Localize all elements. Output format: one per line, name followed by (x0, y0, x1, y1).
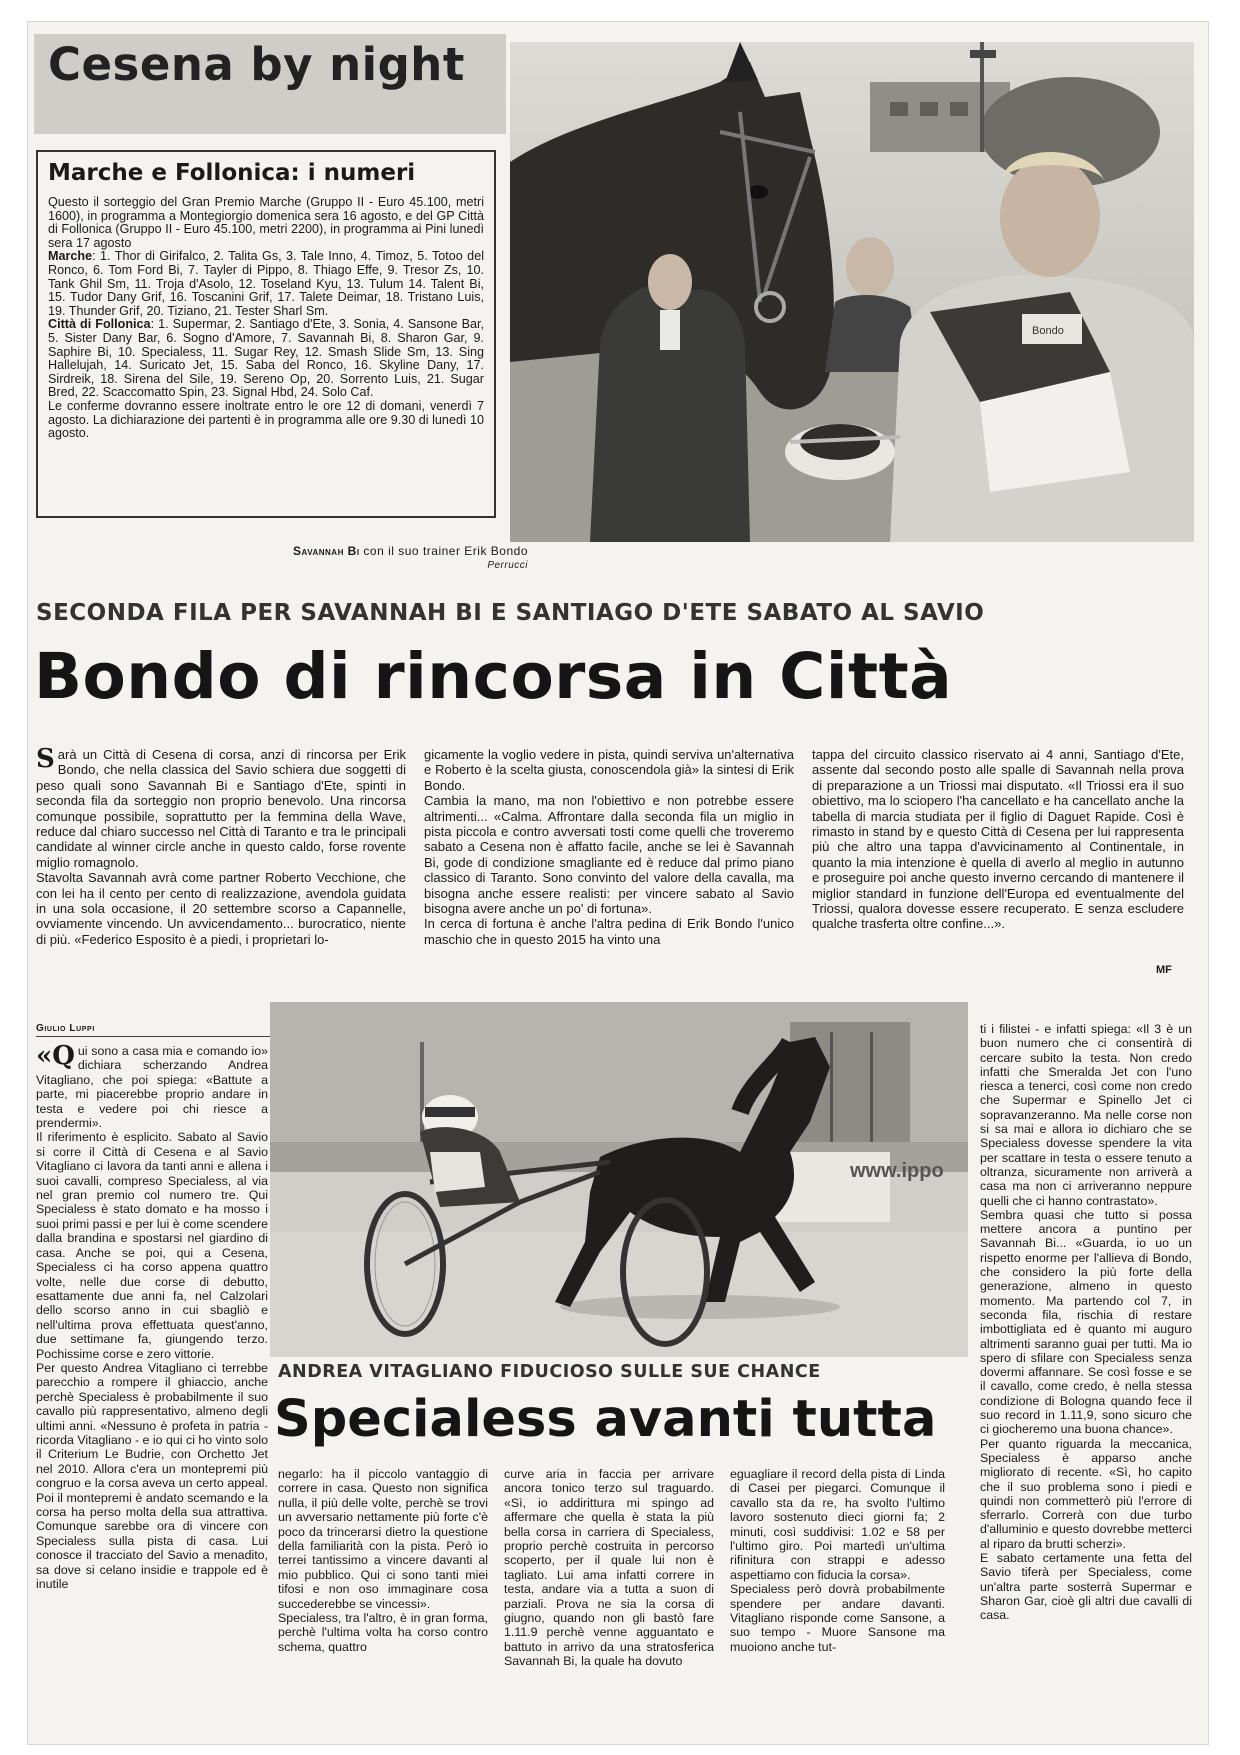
jacket-text: Bondo (1032, 325, 1064, 337)
caption-text: con il suo trainer Erik Bondo (359, 544, 528, 558)
article1-signature: MF (1156, 964, 1172, 976)
article2-left-text-c: Per questo Andrea Vitagliano ci terrebbe parecchio a rompere il ghiaccio, anche perchè Specialess è probabilmente il suo cavallo più rappresentativo, almeno degli ultimi anni. «Nessuno è profeta in patria - ricorda Vitagliano - e io qui ci ho vinto solo il Criterium Le Budrie, con Orchetto Jet nel 2010. Allora c'era un montepremi più congruo e la corsa aveva un certo appeal. Poi il montepremi è andato scemando e la corsa ha perso molta della sua attrattiva. Comunque sarebbe ora di vincere con Specialess sulla pista di casa. Lui conosce il tracciato del Savio a menadito, sa dove si celano insidie e trappole ed è inutile (36, 1360, 268, 1592)
article2-right-text: ti i filistei - e infatti spiega: «Il 3 è un buon numero che ci consentirà di cercare subito la testa. Non credo infatti che Smeralda Jet con l'uno riesca a tenerci, così come non credo che Supermar e Spinello Jet ci sopravanzeranno. Ma nelle corse non si sa mai e allora io dichiaro che se Specialess dovesse spendere la vita per scattare in testa o essere tenuto a oltranza, sicuramente non arriverà a casa ma non ci arriveranno neppure quelli che ci hanno contrastato». (980, 1022, 1192, 1208)
article1-headline: Bondo di rincorsa in Città (34, 640, 953, 713)
article1-column-1 (36, 744, 406, 947)
article2-col4-text: eguagliare il record della pista di Linda di Casei per piegarci. Comunque il cavallo sta da re, ha svolto l'ultimo lavoro sostenuto dieci giorni fa; 2 minuti, così suddivisi: 1.02 e 58 per l'ultimo giro. Poi martedì un'ultima rifinitura con strappi e adesso aspettiamo con fiducia la corsa». (730, 1467, 945, 1582)
article1-col2b-text: Cambia la mano, ma non l'obiettivo e non potrebbe essere altrimenti... «Calma. Affrontare dalla seconda fila un miglio in pista piccola e contro avversati tosti come quelli che troveremo sabato a Cesena non è affatto facile, anche se lei è Savannah Bi, gode di condizione smagliante ed è reduce dal primo piano classico di Taranto. Sono convinto del valore della cavalla, ma bisogna anche essere realisti: per vincere sabato al Savio bisogna avere anche un po' di fortuna». (424, 793, 794, 917)
article2-right-text-d: E sabato certamente una fetta del Savio tiferà per Specialess, come un'altra parte sosterrà Supermar e Sharon Gar, cioè gli altri due cavalli di casa. (980, 1550, 1192, 1623)
marche-label: Marche (48, 249, 93, 264)
article1-col2-text: gicamente la voglio vedere in pista, quindi serviva un'alternativa e Roberto è la scelta giusta, conoscendola già» la sintesi di Erik Bondo. (424, 747, 794, 793)
fence-banner-text: www.ippo (850, 1160, 944, 1182)
article2-left-column (36, 1041, 268, 1592)
photo-savannah-bi-with-trainer (510, 42, 1194, 542)
photo-credit: Perrucci (487, 560, 528, 571)
article2-left-text-b: Il riferimento è esplicito. Sabato al Savio si corre il Città di Cesena e al Savio Vitagliano ci lavora da tanti anni e allena i suoi cavalli, compreso Specialess, al via nel gran premio col numero tre. Qui Specialess è stato domato e ha mosso i suoi primi passi e per lui è come scendere dalla brandina e spostarsi nel giardino di casa. Anche se poi, qui a Cesena, Specialess ci ha corso appena quattro volte, nelle due corse di debutto, esattamente due anni fa, nel Calzolari dello scorso anno in cui sbagliò e nell'ultima prova effettuata quest'anno, due settimane fa, giungendo terzo. Pochissime corse e zero vittorie. (36, 1130, 268, 1361)
article2-col2b-text: Specialess, tra l'altro, è in gran forma, perchè l'ultima volta ha corso contro schema, quattro (278, 1611, 488, 1654)
newspaper-page (28, 22, 1208, 1744)
caption-horse-name: Savannah Bi (293, 544, 360, 558)
article2-right-column (980, 1022, 1192, 1622)
follonica-list: : 1. Supermar, 2. Santiago d'Ete, 3. Sonia, 4. Sansone Bar, 5. Sister Dany Bar, 6. Sogno d'Amore, 7. Savannah Bi, 8. Sharon Gar, 9. Saphire Bi, 10. Specialess, 11. Sugar Rey, 12. Smash Slide Sm, 13. Sing Hallelujah, 14. Suricato Jet, 15. Saba del Ronco, 16. Skyline Dany, 17. Sirdreik, 18. Sirena del Sile, 19. Sereno Op, 20. Sorrento Luis, 21. Sugar Bred, 22. Scaccomatto Spin, 23. Signal Hbd, 24. Solo Caf. (48, 317, 484, 400)
article2-column-3 (504, 1467, 714, 1669)
info-box-draws (36, 150, 496, 518)
article1-col1b-text: Stavolta Savannah avrà come partner Roberto Vecchione, che con lei ha il cento per cento di realizzazione, avendola guidata in una sola occasione, il 20 settembre scorso a Capannelle, ovviamente vincendo. Un avvicendamento... burocratico, niente di più. «Federico Esposito è a piedi, i proprietari lo- (36, 870, 406, 947)
article1-dropcap: S (36, 744, 55, 774)
article2-column-2 (278, 1467, 488, 1654)
section-banner (34, 34, 506, 134)
article2-col2-text: negarlo: ha il piccolo vantaggio di correre in casa. Questo non significa nulla, il più delle volte, perchè se trovi un avversario nettamente più forte c'è poco da trincerarsi dietro la questione della familiarità con la pista. Però io terrei tantissimo a vincere davanti al mio pubblico. Qui ci sono tanti miei tifosi e non oso immaginare cosa succederebbe se vincessi». (278, 1467, 488, 1611)
byline-rule (36, 1036, 276, 1037)
article2-kicker: ANDREA VITAGLIANO FIDUCIOSO SULLE SUE CHANCE (278, 1362, 821, 1382)
article1-kicker: SECONDA FILA PER SAVANNAH BI E SANTIAGO D'ETE SABATO AL SAVIO (36, 600, 985, 626)
article1-column-2 (424, 747, 794, 947)
photo-caption (128, 544, 528, 558)
photo-specialess-image (270, 1002, 968, 1357)
article2-col4b-text: Specialess però dovrà probabilmente spendere per andare davanti. Vitagliano risponde come Sansone, a suo tempo - Muore Sansone ma muoiono anche tut- (730, 1582, 945, 1654)
info-box-title: Marche e Follonica: i numeri (48, 160, 416, 186)
article2-column-4 (730, 1467, 945, 1654)
info-box-marche (48, 250, 484, 318)
article1-column-3 (812, 747, 1184, 932)
article2-right-text-b: Sembra quasi che tutto si possa mettere ancora a puntino per Savannah Bi... «Guarda, io uo un rispetto enorme per l'allieva di Bondo, che considero la più forte della generazione, almeno in questo momento. Ma partendo col 7, in seconda fila, rischia di restare imbottigliata ed è quanto mi auguro altrimenti saranno guai per tutti. Ma io spero di sfilare con Specialess senza dovermi affannare. Se così fosse e se il cavallo, come credo, è nella stessa condizione di Bologna quando fece il suo record in 1.11,9, sono sicuro che ci giocheremo una buona chance». (980, 1207, 1192, 1437)
info-box-closing: Le conferme dovranno essere inoltrate entro le ore 12 di domani, venerdì 7 agosto. La dichiarazione dei partenti è in programma alle ore 9.30 di lunedì 10 agosto. (48, 398, 484, 441)
section-title: Cesena by night (48, 38, 465, 91)
article1-col1-text: arà un Città di Cesena di corsa, anzi di rincorsa per Erik Bondo, che nella classica del Savio schiera due soggetti di peso quali sono Savannah Bi e Santiago d'Ete, spinti in seconda fila da sorteggio non proprio benevolo. Una rincorsa comunque possibile, soprattutto per la femmina della Wave, reduce dal chiaro successo nel Città di Taranto e tra le principali candidate al winner circle anche in questo caldo, forse rovente miglio romagnolo. (36, 747, 406, 870)
article2-byline: Giulio Luppi (36, 1023, 95, 1034)
marche-list: : 1. Thor di Girifalco, 2. Talita Gs, 3. Tale Inno, 4. Timoz, 5. Totoo del Ronco, 6. Tom Ford Bi, 7. Tayler di Pippo, 8. Thiago Effe, 9. Tresor Zs, 10. Tank Ghil Sm, 11. Troja d'Asolo, 12. Toseland Kyu, 13. Tulum 14. Talent Bi, 15. Tudor Dany Grif, 16. Toscanini Grif, 17. Talete Deimar, 18. Tristano Luis, 19. Thunder Grif, 20. Tiziano, 21. Tester Sharl Sm. (48, 249, 484, 318)
article2-left-text: ui sono a casa mia e comando io» dichiara scherzando Andrea Vitagliano, che poi spiega: «Battute a parte, mi piacerebbe proprio andare in testa e vedere poi chi riesce a prendermi». (36, 1044, 268, 1131)
article2-headline: Specialess avanti tutta (274, 1390, 937, 1449)
article1-col2c-text: In cerca di fortuna è anche l'altra pedina di Erik Bondo l'unico maschio che in questo 2015 ha vinto una (424, 916, 794, 947)
info-box-follonica (48, 318, 484, 400)
photo-specialess-sulky (270, 1002, 968, 1357)
article2-right-text-c: Per quanto riguarda la meccanica, Specialess è apparso anche migliorato di recente. «Sì, ho capito che il suo problema sono i piedi e quindi non commetterò più l'errore di sferrarlo. Correrà con due turbo d'alluminio e questo dovrebbe metterci al riparo da brutti scherzi». (980, 1436, 1192, 1551)
article1-col3-text: tappa del circuito classico riservato ai 4 anni, Santiago d'Ete, assente dal secondo posto alle spalle di Savannah nella prova di preparazione a un Triossi mai disputato. «Il Triossi era il suo obiettivo, ma lo sciopero l'ha cancellato e ha cancellato anche la tabella di marcia studiata per il figlio di Daguet Rapide. Così è rimasto in stand by e questo Città di Cesena per lui rappresenta più che altro una tappa d'avvicinamento al Continentale, in quanto la mia intenzione è quella di averlo al meglio in autunno e proseguire poi anche questo inverno cercando di mantenere il miglior standard in funzione dell'Europa ed eventualmente del Triossi, qualora dovesse essere recuperato. E senza escludere qualche trasferta oltre confine...». (812, 747, 1184, 932)
article2-col3-text: curve aria in faccia per arrivare ancora tonico terzo sul traguardo. «Sì, io addirittura mi spingo ad affermare che quella è stata la più bella corsa in carriera di Specialess, proprio perchè costruita in percorso scoperto, per il quale lui non è tagliato. Lui ama infatti correre in testa, andare via a tutta a suon di parziali. Prova ne sia la corsa di giugno, quando non gli bastò fare 1.11.9 perchè venne agguantato e battuto in arrivo da una stratosferica Savannah Bi, la quale ha dovuto (504, 1467, 714, 1669)
photo-savannah-bi-image (510, 42, 1194, 542)
follonica-label: Città di Follonica (48, 317, 151, 332)
article2-dropcap: «Q (36, 1041, 75, 1071)
info-box-intro: Questo il sorteggio del Gran Premio Marche (Gruppo II - Euro 45.100, metri 1600), in programma a Montegiorgio domenica sera 16 agosto, e del GP Città di Follonica (Gruppo II - Euro 45.100, metri 2200), in programma ai Pini lunedì sera 17 agosto (48, 195, 484, 250)
